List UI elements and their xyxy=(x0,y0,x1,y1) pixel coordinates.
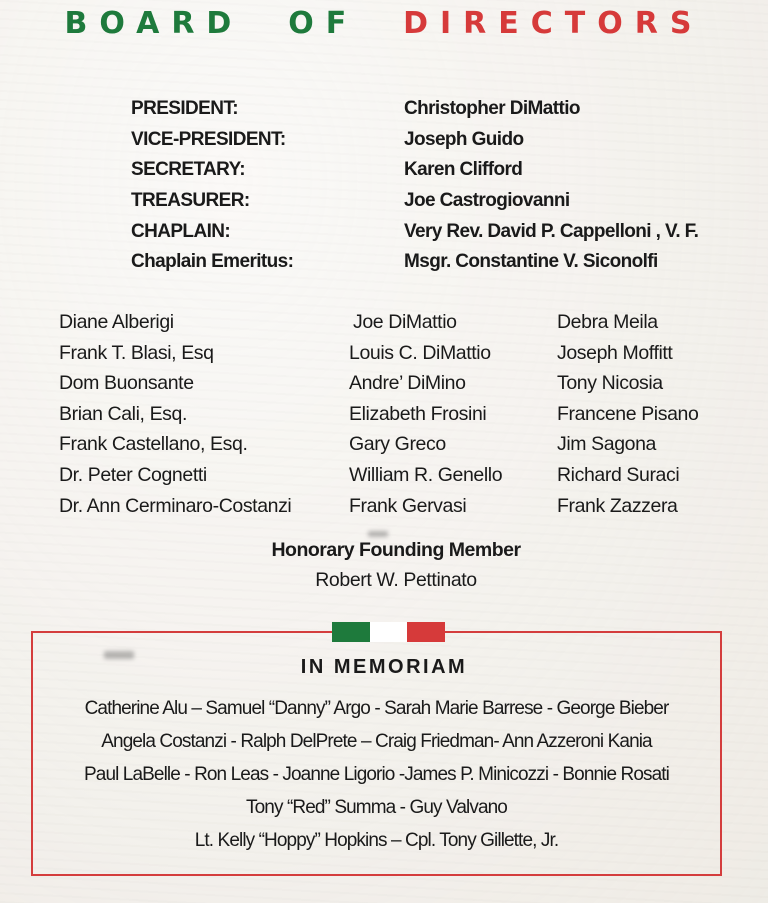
italian-flag-icon xyxy=(332,622,445,642)
members-column-2 xyxy=(349,307,502,521)
member-name: Diane Alberigi xyxy=(59,311,174,333)
officer-name: Very Rev. David P. Cappelloni , V. F. xyxy=(404,220,699,242)
member-name: Joe DiMattio xyxy=(353,311,457,333)
member-name: Frank Zazzera xyxy=(557,494,678,517)
officer-name: Msgr. Constantine V. Siconolfi xyxy=(404,251,658,273)
title-word-of: OF xyxy=(288,6,359,41)
member-name: Francene Pisano xyxy=(557,402,699,425)
member-name: Joseph Moffitt xyxy=(557,341,673,364)
honorary-section xyxy=(0,535,768,595)
flag-white-stripe xyxy=(370,622,408,642)
officer-role: CHAPLAIN: xyxy=(131,220,231,242)
honorary-member-name: Robert W. Pettinato xyxy=(315,569,477,591)
officer-row xyxy=(131,125,731,156)
member-name: Jim Sagona xyxy=(557,433,656,456)
officer-row xyxy=(131,94,731,125)
officer-name: Karen Clifford xyxy=(404,159,523,181)
member-name: Tony Nicosia xyxy=(557,372,663,395)
members-column-1 xyxy=(59,307,291,521)
member-name: Dr. Ann Cerminaro-Costanzi xyxy=(59,494,292,517)
flag-green-stripe xyxy=(332,622,370,642)
memoriam-line: Lt. Kelly “Hoppy” Hopkins – Cpl. Tony Gillette, Jr. xyxy=(194,830,559,851)
member-name: Gary Greco xyxy=(349,433,446,456)
officer-role: PRESIDENT: xyxy=(131,98,238,120)
member-name: Brian Cali, Esq. xyxy=(59,402,187,425)
officer-name: Christopher DiMattio xyxy=(404,98,580,120)
memoriam-heading: IN MEMORIAM xyxy=(300,656,468,678)
officer-role: VICE-PRESIDENT: xyxy=(131,128,286,150)
member-name: Frank Gervasi xyxy=(349,494,467,517)
member-name: Dom Buonsante xyxy=(59,372,194,395)
officer-row xyxy=(131,216,731,247)
member-name: Richard Suraci xyxy=(557,463,680,486)
officer-name: Joe Castrogiovanni xyxy=(404,190,570,212)
memoriam-line: Tony “Red” Summa - Guy Valvano xyxy=(246,797,507,818)
member-name: Andre’ DiMino xyxy=(349,372,466,395)
memoriam-line: Paul LaBelle - Ron Leas - Joanne Ligorio -James P. Minicozzi - Bonnie Rosati xyxy=(84,764,669,785)
flag-red-stripe xyxy=(407,622,445,642)
officer-row xyxy=(131,247,731,278)
members-column-3 xyxy=(557,307,698,521)
officer-role: Chaplain Emeritus: xyxy=(131,251,294,273)
member-name: Louis C. DiMattio xyxy=(349,341,491,364)
member-name: Elizabeth Frosini xyxy=(349,402,487,425)
officer-row xyxy=(131,155,731,186)
page-title xyxy=(0,4,768,44)
member-name: Debra Meila xyxy=(557,311,658,333)
member-name: Frank T. Blasi, Esq xyxy=(59,341,214,364)
officer-name: Joseph Guido xyxy=(404,128,524,150)
member-name: Dr. Peter Cognetti xyxy=(59,463,207,486)
memoriam-line: Angela Costanzi - Ralph DelPrete – Craig Friedman- Ann Azzeroni Kania xyxy=(101,731,652,752)
member-name: William R. Genello xyxy=(349,463,503,486)
officer-row xyxy=(131,186,731,217)
officers-list xyxy=(131,94,731,278)
officer-role: TREASURER: xyxy=(131,190,250,212)
memoriam-list xyxy=(31,692,722,857)
memoriam-line: Catherine Alu – Samuel “Danny” Argo - Sarah Marie Barrese - George Bieber xyxy=(84,698,669,719)
title-word-directors: DIRECTORS xyxy=(403,6,704,41)
honorary-heading: Honorary Founding Member xyxy=(271,539,521,561)
member-name: Frank Castellano, Esq. xyxy=(59,433,248,456)
officer-role: SECRETARY: xyxy=(131,159,245,181)
title-word-board: BOARD xyxy=(64,6,244,41)
